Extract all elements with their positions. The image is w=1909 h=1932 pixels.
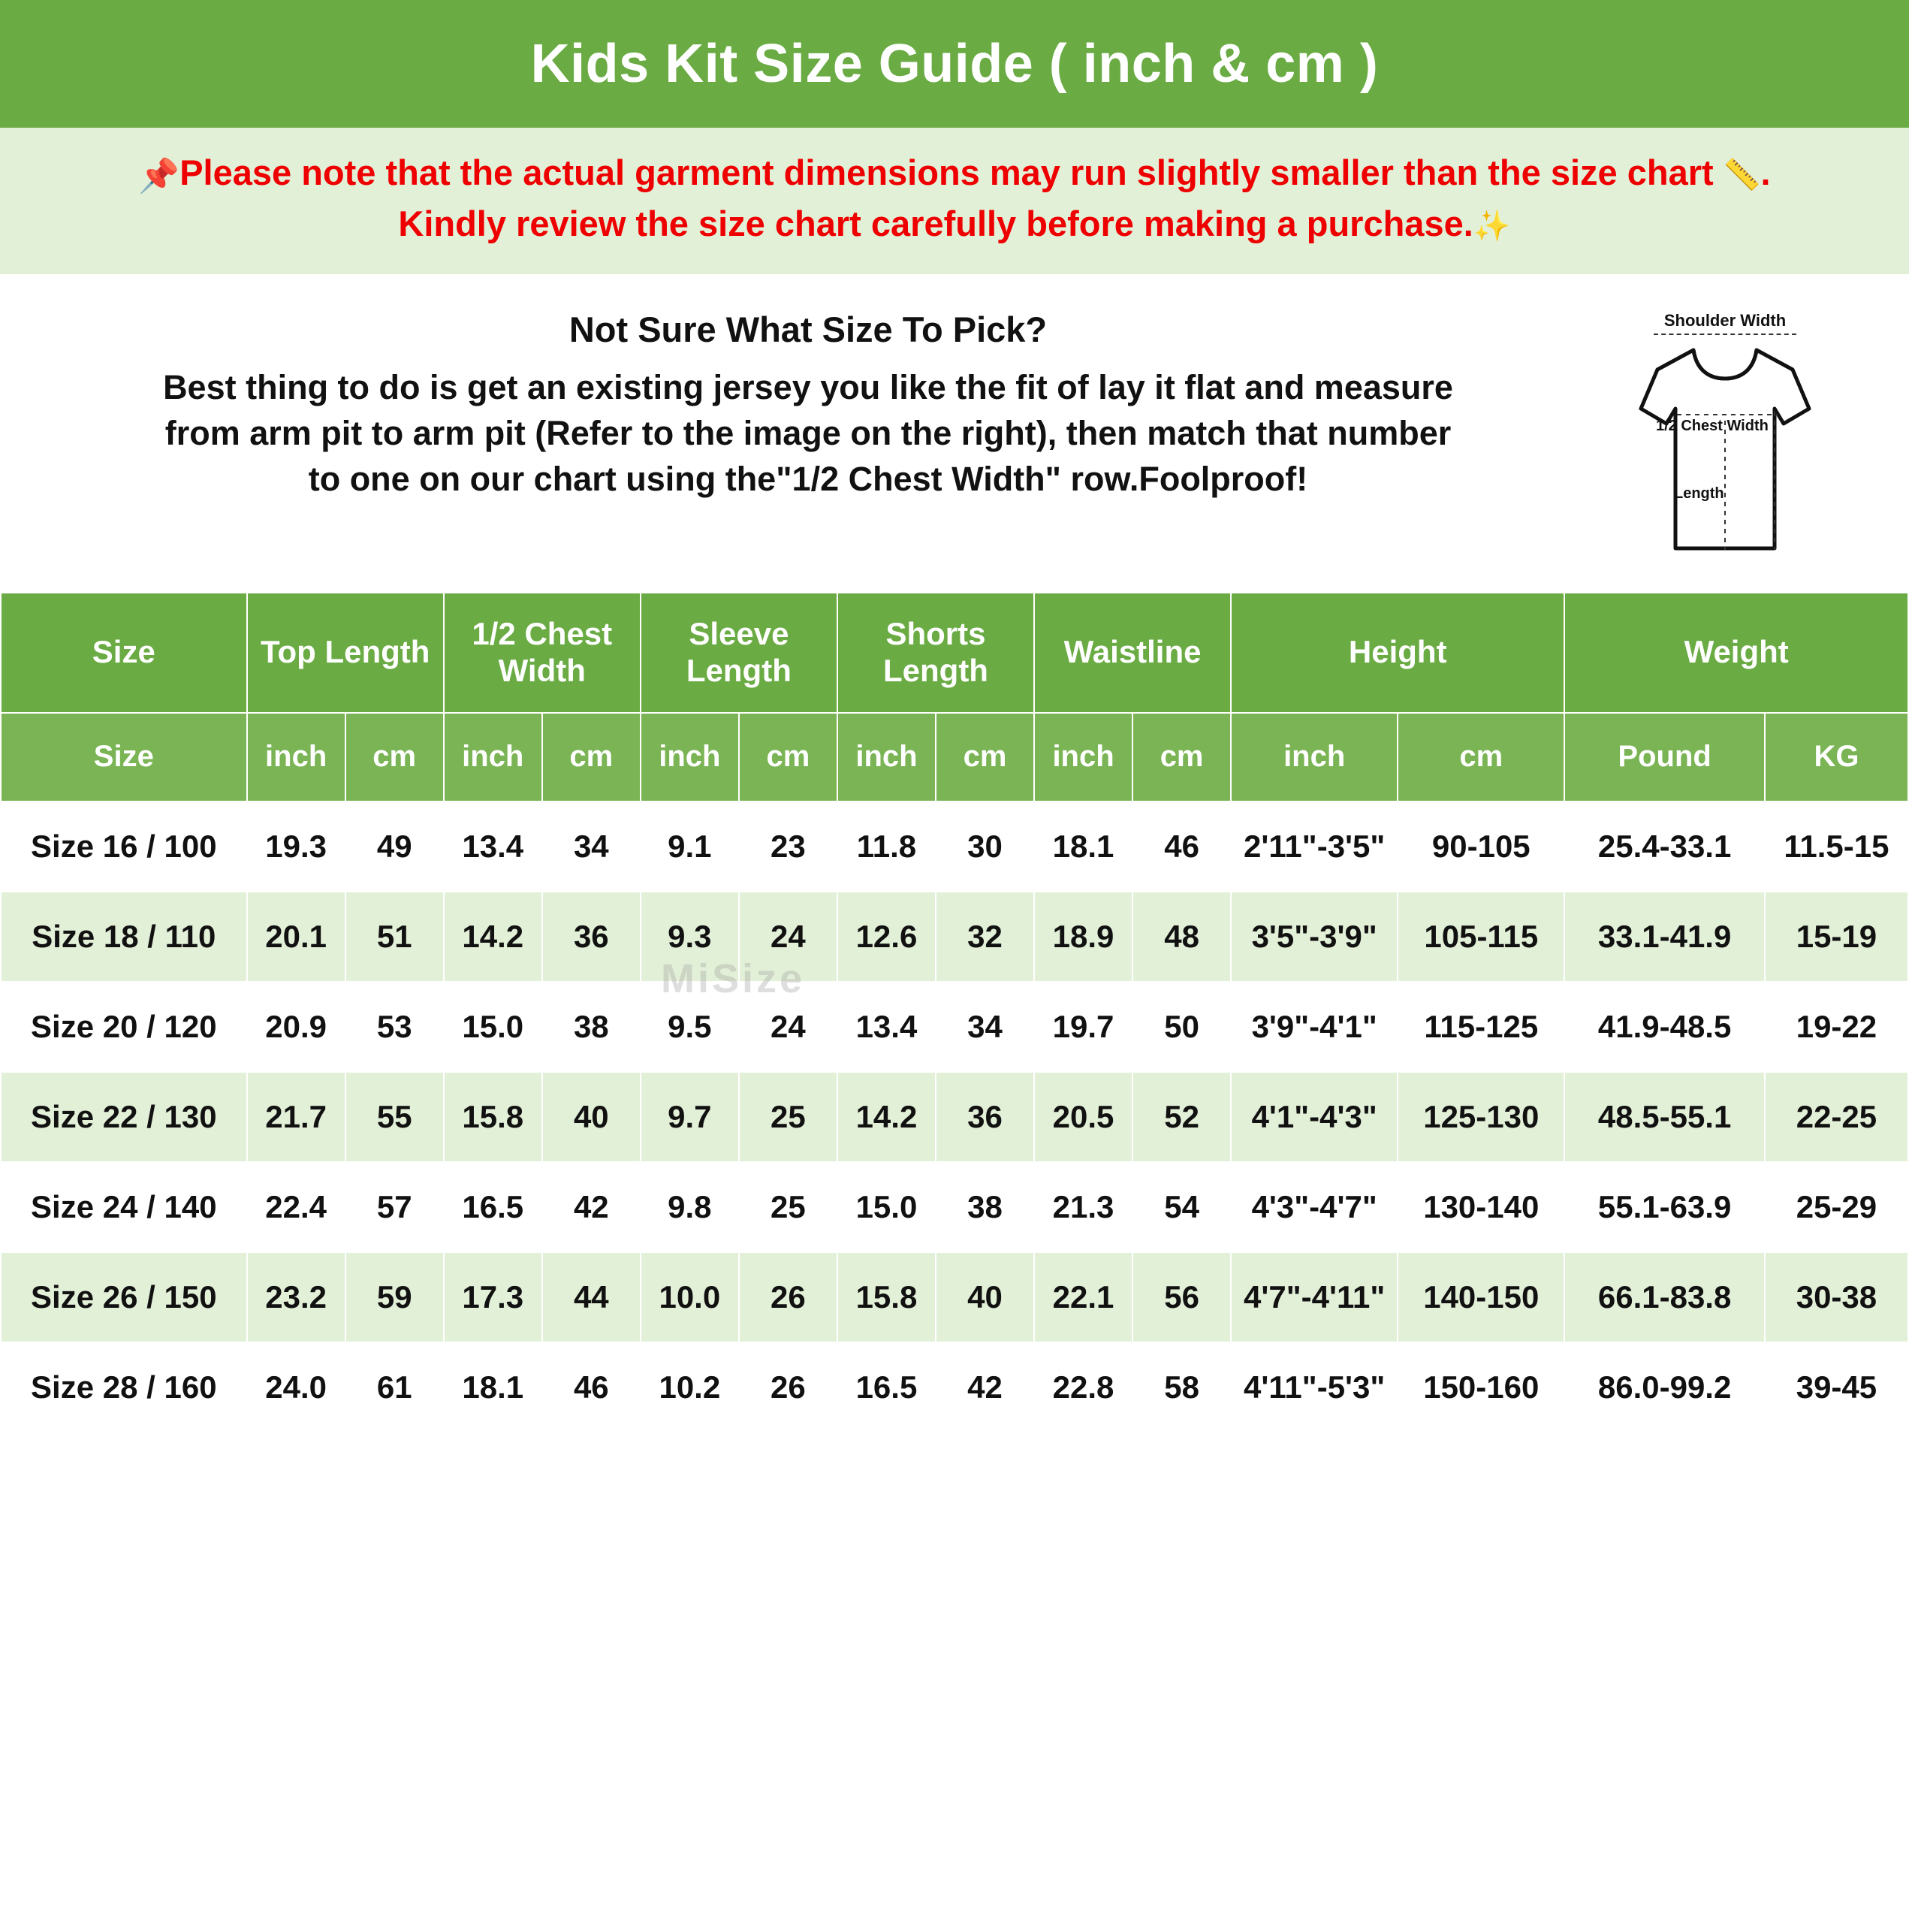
cell: 2'11"-3'5" [1231, 801, 1398, 892]
cell: 22.1 [1034, 1252, 1132, 1342]
half-chest-width-label: 1/2 Chest Width [1656, 417, 1769, 434]
cell: 15-19 [1765, 892, 1908, 982]
cell: 36 [936, 1072, 1034, 1162]
cell: 30-38 [1765, 1252, 1908, 1342]
unit-header-cell: cm [345, 713, 444, 801]
table-row [1, 982, 1908, 1072]
cell: 19.3 [247, 801, 345, 892]
cell: 15.0 [837, 1162, 936, 1252]
tshirt-diagram [1627, 337, 1823, 562]
cell: 105-115 [1398, 892, 1564, 982]
info-band [0, 276, 1909, 592]
cell: 55 [345, 1072, 444, 1162]
cell: 20.9 [247, 982, 345, 1072]
group-header-size: Size [1, 593, 247, 713]
cell: 38 [936, 1162, 1034, 1252]
cell: 61 [345, 1342, 444, 1432]
cell: 50 [1132, 982, 1231, 1072]
cell: 66.1-83.8 [1564, 1252, 1765, 1342]
unit-header-cell: inch [837, 713, 936, 801]
cell: 26 [739, 1342, 837, 1432]
cell: 58 [1132, 1342, 1231, 1432]
cell: 25.4-33.1 [1564, 801, 1765, 892]
unit-header-size: Size [1, 713, 247, 801]
unit-header-cell: KG [1765, 713, 1908, 801]
cell: 11.8 [837, 801, 936, 892]
info-body-line-3: to one on our chart using the"1/2 Chest Width" row.Foolproof! [308, 460, 1308, 499]
info-text-block [0, 296, 1616, 503]
ruler-icon: 📏 [1723, 158, 1761, 192]
cell: 130-140 [1398, 1162, 1564, 1252]
tshirt-icon [1627, 337, 1823, 562]
cell: 24 [739, 892, 837, 982]
page-title: Kids Kit Size Guide ( inch & cm ) [530, 34, 1379, 94]
shoulder-width-guide-line [1654, 334, 1796, 335]
group-header-sleeve-length: Sleeve Length [641, 593, 837, 713]
row-size-label: Size 28 / 160 [1, 1342, 247, 1432]
table-head [1, 593, 1908, 801]
cell: 9.7 [641, 1072, 739, 1162]
cell: 59 [345, 1252, 444, 1342]
cell: 46 [1132, 801, 1231, 892]
sparkle-icon: ✨ [1473, 209, 1511, 243]
cell: 25-29 [1765, 1162, 1908, 1252]
cell: 30 [936, 801, 1034, 892]
notice-text-2: Kindly review the size chart carefully before making a purchase. [398, 203, 1473, 243]
table-row [1, 1342, 1908, 1432]
cell: 23 [739, 801, 837, 892]
notice-text-1-end: . [1760, 152, 1771, 192]
cell: 22.4 [247, 1162, 345, 1252]
cell: 53 [345, 982, 444, 1072]
row-size-label: Size 20 / 120 [1, 982, 247, 1072]
cell: 40 [542, 1072, 641, 1162]
notice-text-1: Please note that the actual garment dimensions may run slightly smaller than the size chart [179, 152, 1714, 192]
unit-header-cell: inch [1034, 713, 1132, 801]
pushpin-icon: 📌 [138, 158, 180, 195]
unit-header-cell: cm [936, 713, 1034, 801]
cell: 18.1 [1034, 801, 1132, 892]
cell: 15.8 [837, 1252, 936, 1342]
info-body-line-2: from arm pit to arm pit (Refer to the image on the right), then match that number [164, 413, 1452, 452]
cell: 14.2 [444, 892, 542, 982]
cell: 17.3 [444, 1252, 542, 1342]
cell: 46 [542, 1342, 641, 1432]
cell: 16.5 [444, 1162, 542, 1252]
cell: 13.4 [444, 801, 542, 892]
cell: 19-22 [1765, 982, 1908, 1072]
cell: 51 [345, 892, 444, 982]
cell: 10.2 [641, 1342, 739, 1432]
cell: 22.8 [1034, 1342, 1132, 1432]
title-bar [0, 0, 1909, 128]
cell: 4'11"-5'3" [1231, 1342, 1398, 1432]
cell: 86.0-99.2 [1564, 1342, 1765, 1432]
length-label: Length [1674, 485, 1724, 502]
cell: 18.9 [1034, 892, 1132, 982]
row-size-label: Size 24 / 140 [1, 1162, 247, 1252]
cell: 41.9-48.5 [1564, 982, 1765, 1072]
cell: 23.2 [247, 1252, 345, 1342]
cell: 38 [542, 982, 641, 1072]
cell: 24 [739, 982, 837, 1072]
watermark: MiSize [661, 956, 806, 1001]
cell: 11.5-15 [1765, 801, 1908, 892]
cell: 52 [1132, 1072, 1231, 1162]
unit-header-row [1, 713, 1908, 801]
cell: 10.0 [641, 1252, 739, 1342]
unit-header-cell: cm [1132, 713, 1231, 801]
cell: 48 [1132, 892, 1231, 982]
cell: 44 [542, 1252, 641, 1342]
cell: 36 [542, 892, 641, 982]
cell: 140-150 [1398, 1252, 1564, 1342]
cell: 9.1 [641, 801, 739, 892]
info-question: Not Sure What Size To Pick? [568, 309, 1048, 349]
cell: 4'1"-4'3" [1231, 1072, 1398, 1162]
row-size-label: Size 18 / 110 [1, 892, 247, 982]
cell: 14.2 [837, 1072, 936, 1162]
cell: 90-105 [1398, 801, 1564, 892]
cell: 34 [542, 801, 641, 892]
cell: 25 [739, 1162, 837, 1252]
cell: 32 [936, 892, 1034, 982]
table-row [1, 1162, 1908, 1252]
cell: 21.3 [1034, 1162, 1132, 1252]
cell: 3'5"-3'9" [1231, 892, 1398, 982]
unit-header-cell: cm [1398, 713, 1564, 801]
cell: 13.4 [837, 982, 936, 1072]
info-body-line-1: Best thing to do is get an existing jersey you like the fit of lay it flat and measure [163, 367, 1453, 406]
unit-header-cell: inch [1231, 713, 1398, 801]
size-chart-table [0, 592, 1909, 1433]
cell: 20.5 [1034, 1072, 1132, 1162]
group-header-waistline: Waistline [1034, 593, 1231, 713]
table-row [1, 892, 1908, 982]
cell: 4'3"-4'7" [1231, 1162, 1398, 1252]
cell: 55.1-63.9 [1564, 1162, 1765, 1252]
cell: 9.3 [641, 892, 739, 982]
cell: 34 [936, 982, 1034, 1072]
notice-band [0, 128, 1909, 276]
cell: 16.5 [837, 1342, 936, 1432]
table-row [1, 801, 1908, 892]
unit-header-cell: cm [542, 713, 641, 801]
cell: 24.0 [247, 1342, 345, 1432]
cell: 48.5-55.1 [1564, 1072, 1765, 1162]
shoulder-width-label: Shoulder Width [1663, 310, 1787, 330]
cell: 33.1-41.9 [1564, 892, 1765, 982]
group-header-shorts-length: Shorts Length [837, 593, 1034, 713]
cell: 49 [345, 801, 444, 892]
cell: 125-130 [1398, 1072, 1564, 1162]
group-header-top-length: Top Length [247, 593, 444, 713]
unit-header-cell: inch [444, 713, 542, 801]
group-header-row [1, 593, 1908, 713]
cell: 9.5 [641, 982, 739, 1072]
cell: 150-160 [1398, 1342, 1564, 1432]
cell: 42 [936, 1342, 1034, 1432]
cell: 54 [1132, 1162, 1231, 1252]
cell: 15.8 [444, 1072, 542, 1162]
unit-header-cell: cm [739, 713, 837, 801]
cell: 19.7 [1034, 982, 1132, 1072]
notice-line-2 [23, 200, 1886, 249]
cell: 22-25 [1765, 1072, 1908, 1162]
unit-header-cell: inch [641, 713, 739, 801]
cell: 4'7"-4'11" [1231, 1252, 1398, 1342]
cell: 42 [542, 1162, 641, 1252]
table-body [1, 801, 1908, 1432]
cell: 115-125 [1398, 982, 1564, 1072]
group-header-half-chest-width: 1/2 Chest Width [444, 593, 641, 713]
group-header-weight: Weight [1564, 593, 1908, 713]
cell: 26 [739, 1252, 837, 1342]
unit-header-cell: inch [247, 713, 345, 801]
cell: 18.1 [444, 1342, 542, 1432]
row-size-label: Size 16 / 100 [1, 801, 247, 892]
cell: 39-45 [1765, 1342, 1908, 1432]
cell: 3'9"-4'1" [1231, 982, 1398, 1072]
group-header-height: Height [1231, 593, 1564, 713]
unit-header-cell: Pound [1564, 713, 1765, 801]
cell: 20.1 [247, 892, 345, 982]
notice-line-1 [23, 149, 1886, 200]
cell: 40 [936, 1252, 1034, 1342]
cell: 9.8 [641, 1162, 739, 1252]
row-size-label: Size 26 / 150 [1, 1252, 247, 1342]
cell: 25 [739, 1072, 837, 1162]
cell: 12.6 [837, 892, 936, 982]
cell: 21.7 [247, 1072, 345, 1162]
cell: 15.0 [444, 982, 542, 1072]
cell: 57 [345, 1162, 444, 1252]
cell: 56 [1132, 1252, 1231, 1342]
table-row [1, 1252, 1908, 1342]
row-size-label: Size 22 / 130 [1, 1072, 247, 1162]
table-row [1, 1072, 1908, 1162]
measurement-figure [1616, 296, 1909, 562]
